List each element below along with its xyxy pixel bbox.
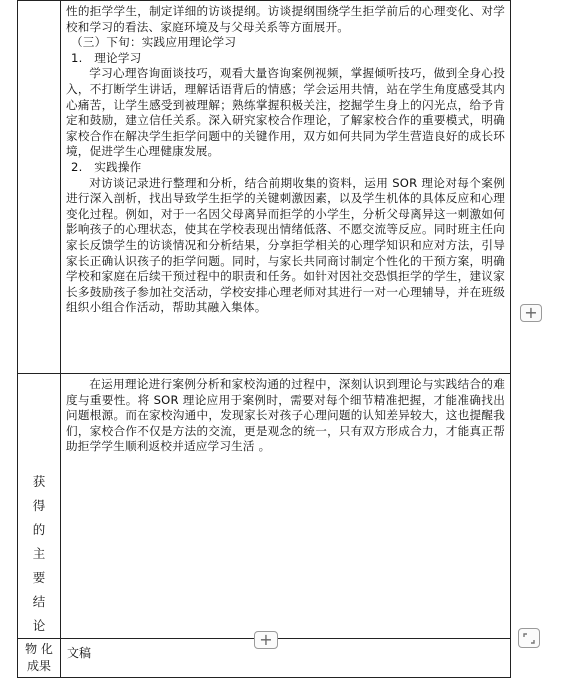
row2-label-cell[interactable] (18, 374, 61, 639)
add-row-button[interactable] (254, 631, 278, 649)
conclusion-label-char: 得 (32, 498, 46, 513)
row1-label-cell[interactable] (18, 1, 61, 374)
row1-paragraph: 对访谈记录进行整理和分析，结合前期收集的资料，运用 SOR 理论对每个案例进行深入剖析，找出导致学生拒学的关键刺激因素，以及学生机体的具体反应和心理变化过程。例如，对于一名因父母离异而拒学的小学生，分析父母离异这一刺激如何影响孩子的心理状态，使其在学校表现出情绪低落、不愿交流等反应。同时班主任向家长反馈学生的访谈情况和分析结果，分享拒学相关的心理学知识和应对方法，引导家长正确认识孩子的拒学问题。同时，与家长共同商讨制定个性化的干预方案，明确学校和家庭在后续干预过程中的职责和任务。如针对因社交恐惧拒学的学生，建议家长多鼓励孩子参加社交活动，学校安排心理老师对其进行一对一心理辅导，并在班级组织小组合作活动，帮助其融入集体。 (66, 175, 505, 315)
conclusion-label-char: 要 (32, 570, 46, 585)
row1-paragraph: 学习心理咨询面谈技巧，观看大量咨询案例视频，掌握倾听技巧，做到全身心投入，不打断学生讲话，理解话语背后的情感；学会运用共情，站在学生角度感受其内心痛苦，让学生感受到被理解；熟练掌握积极关注，挖掘学生身上的闪光点，给予肯定和鼓励，建立信任关系。深入研究家校合作理论，了解家校合作的重要模式，明确家校合作在解决学生拒学问题中的关键作用，双方如何共同为学生营造良好的成长环境，促进学生心理健康发展。 (66, 66, 505, 159)
conclusion-label-char: 主 (32, 546, 46, 561)
resize-corner-icon (523, 633, 535, 644)
conclusion-text (61, 374, 510, 455)
document-table (17, 0, 511, 678)
row2-content-cell[interactable] (61, 374, 511, 639)
row1-paragraph: 性的拒学学生，制定详细的访谈提纲。访谈提纲围绕学生拒学前后的心理变化、对学校和学习的看法、家庭环境及与父母关系等方面展开。 (66, 4, 505, 34)
output-label-line2: 成果 (26, 659, 51, 673)
conclusion-paragraph: 在运用理论进行案例分析和家校沟通的过程中，深刻认识到理论与实践结合的难度与重要性。将 SOR 理论应用于案例时，需要对每个细节精准把握，才能准确找出问题根源。而在家校沟通中，发现家长对孩子心理问题的认知差异较大，这也提醒我们，家校合作不仅是方法的交流，更是观念的统一，只有双方形成合力，才能真正帮助拒学学生顺利返校并适应学习生活 。 (66, 377, 505, 454)
row1-paragraph: （三）下旬：实践应用理论学习 (71, 35, 237, 50)
table-row (18, 374, 511, 639)
row1-text (61, 1, 510, 316)
row1-paragraph: 1. 理论学习 (71, 50, 142, 65)
conclusion-label (18, 374, 60, 638)
output-label (18, 639, 60, 675)
row3-content-cell[interactable] (61, 639, 511, 678)
conclusion-label-char: 的 (32, 522, 46, 537)
row1-content-cell[interactable] (61, 1, 511, 374)
table-row (18, 1, 511, 374)
conclusion-label-char: 结 (32, 594, 46, 609)
row3-label-cell[interactable] (18, 639, 61, 678)
output-text: 文稿 (67, 646, 92, 660)
conclusion-label-char: 论 (32, 618, 46, 633)
plus-icon: + (259, 630, 273, 649)
plus-icon: + (524, 303, 538, 322)
output-label-line1: 物 化 (25, 642, 53, 656)
conclusion-label-char: 获 (32, 474, 46, 489)
add-column-button[interactable] (520, 304, 542, 322)
row1-paragraph: 2. 实践操作 (71, 159, 142, 174)
table-resize-handle[interactable] (518, 628, 540, 648)
